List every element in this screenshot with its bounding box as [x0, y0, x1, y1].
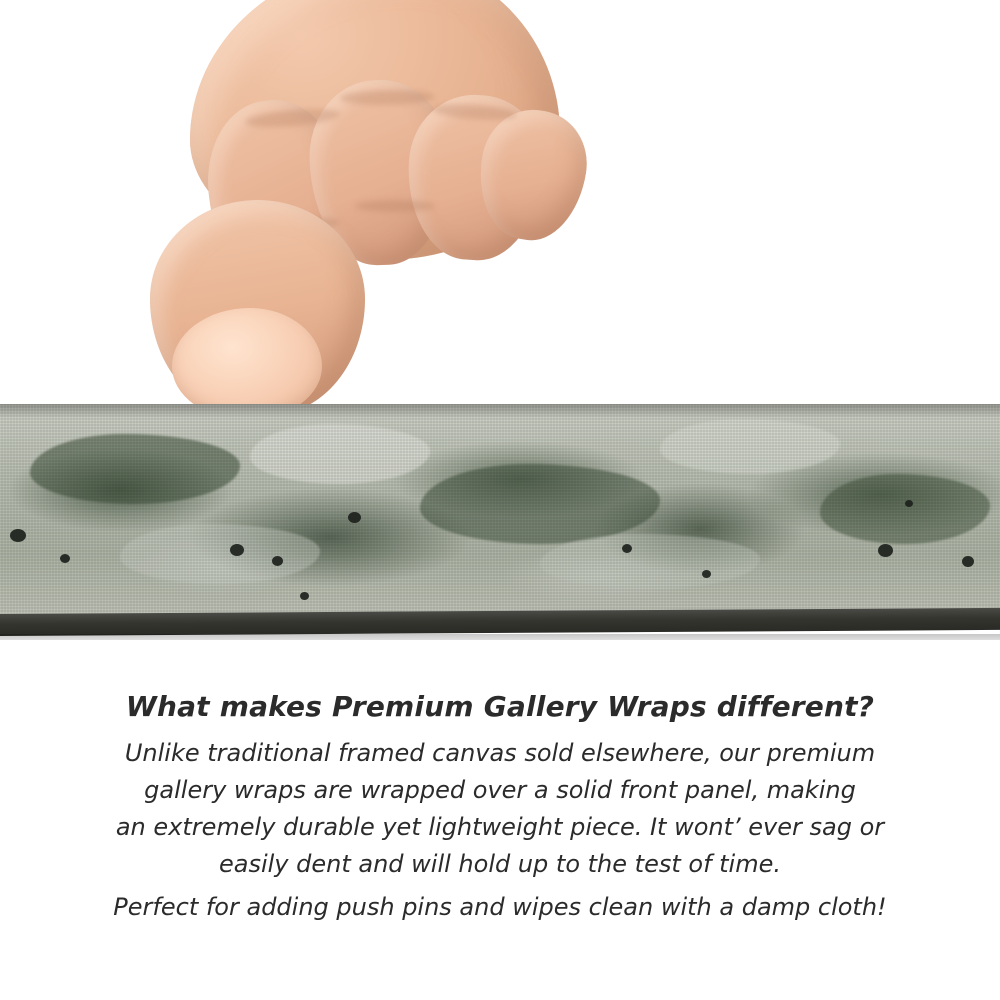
artwork-speck [702, 570, 711, 578]
hand-pressing-canvas-edge [150, 0, 580, 430]
artwork-speck [60, 554, 70, 563]
caption-title: What makes Premium Gallery Wraps different? [125, 690, 875, 723]
artwork-speck [905, 500, 913, 507]
artwork-speck [230, 544, 244, 556]
artwork-speck [300, 592, 309, 600]
artwork-speck [348, 512, 361, 523]
artwork-speck [962, 556, 974, 567]
canvas-top-shadow [0, 404, 1000, 418]
panel-side-edge [0, 608, 1000, 636]
caption-line-1: Unlike traditional framed canvas sold elsewhere, our premium [124, 739, 876, 767]
panel-drop-shadow [0, 634, 1000, 640]
artwork-speck [10, 529, 26, 542]
artwork-speck [622, 544, 632, 553]
caption-line-2: gallery wraps are wrapped over a solid front panel, making [144, 776, 856, 804]
canvas-weave-texture [0, 404, 1000, 619]
canvas-wrap-edge [0, 404, 1000, 619]
artwork-speck [272, 556, 283, 566]
knuckle-crease [355, 200, 435, 212]
caption-block [0, 690, 1000, 926]
caption-line-3: an extremely durable yet lightweight piece. It wont’ ever sag or [115, 813, 885, 841]
thumb [150, 200, 365, 415]
artwork-speck [878, 544, 893, 557]
caption-closing-line: Perfect for adding push pins and wipes clean with a damp cloth! [113, 893, 887, 921]
caption-line-4: easily dent and will hold up to the test of time. [218, 850, 781, 878]
